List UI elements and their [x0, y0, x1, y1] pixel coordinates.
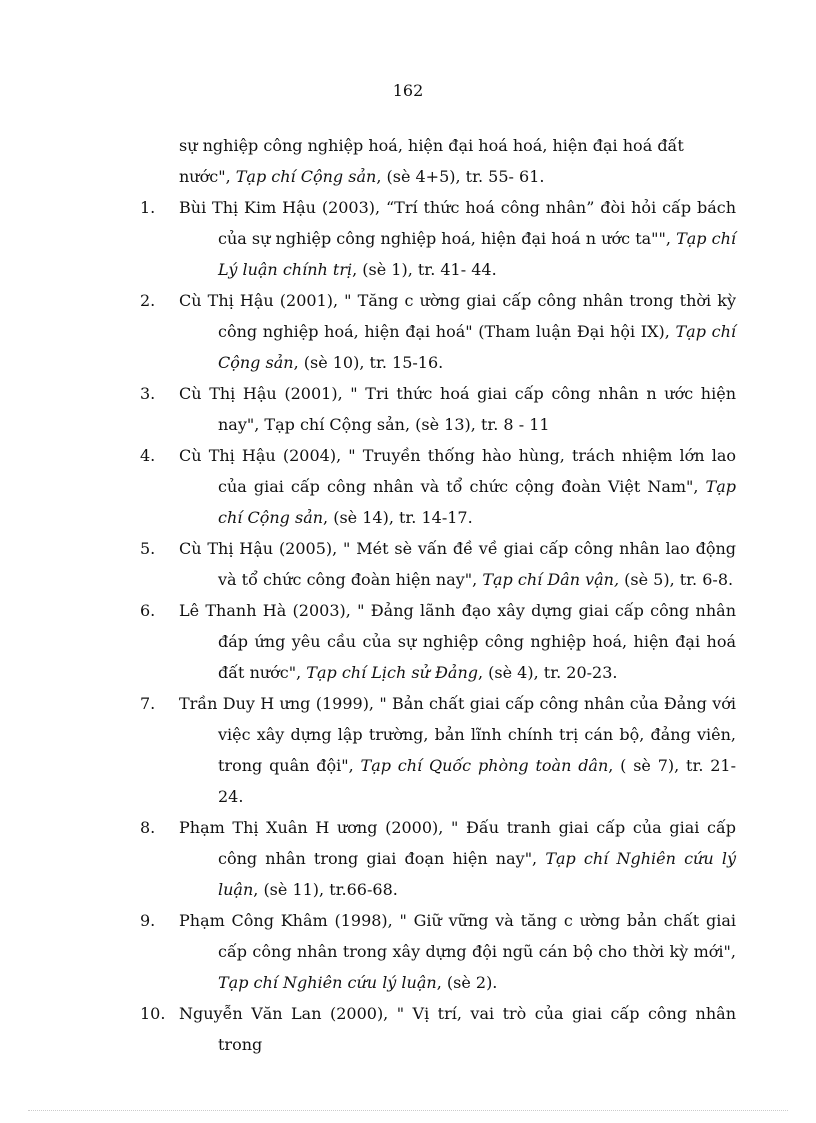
- continued-reference: [140, 130, 736, 192]
- reference-item: 2. Cù Thị Hậu (2001), " Tăng c ường giai cấp công nhân trong thời kỳ công nghiệp hoá, hiện đại hoá" (Tham luận Đại hội IX), Tạp chí Cộng sản, (sè 10), tr. 15-16.: [140, 285, 736, 378]
- continued-line-1: sự nghiệp công nghiệp hoá, hiện đại hoá hoá, hiện đại hoá đất: [179, 136, 684, 155]
- reference-number: 6.: [140, 601, 156, 620]
- page-number: 162: [392, 81, 424, 100]
- reference-item: 5. Cù Thị Hậu (2005), " Mét sè vấn đề về giai cấp công nhân lao động và tổ chức công đoàn hiện nay", Tạp chí Dân vận, (sè 5), tr. 6-8.: [140, 533, 736, 595]
- continued-line-2: nước", Tạp chí Cộng sản, (sè 4+5), tr. 55- 61.: [179, 167, 545, 186]
- reference-number: 1.: [140, 198, 156, 217]
- reference-number: 10.: [140, 1004, 166, 1023]
- reference-item: 9. Phạm Công Khâm (1998), " Giữ vững và tăng c ường bản chất giai cấp công nhân trong xây dựng đội ngũ cán bộ cho thời kỳ mới", Tạp chí Nghiên cứu lý luận, (sè 2).: [140, 905, 736, 998]
- journal-title: Tạp chí Lịch sử Đảng: [306, 663, 478, 682]
- reference-number: 8.: [140, 818, 156, 837]
- reference-number: 4.: [140, 446, 156, 465]
- journal-title: Tạp chí Nghiên cứu lý luận: [218, 849, 736, 899]
- journal-title: Tạp chí Dân vận,: [482, 570, 620, 589]
- reference-number: 2.: [140, 291, 156, 310]
- journal-title: Tạp chí Quốc phòng toàn dân: [360, 756, 609, 775]
- reference-item: 1. Bùi Thị Kim Hậu (2003), “Trí thức hoá công nhân” đòi hỏi cấp bách của sự nghiệp công nghiệp hoá, hiện đại hoá n ước ta"", Tạp chí Lý luận chính trị, (sè 1), tr. 41- 44.: [140, 192, 736, 285]
- footer-dotted-rule: [28, 1110, 788, 1111]
- reference-number: 3.: [140, 384, 156, 403]
- journal-title: Tạp chí Cộng sản: [218, 477, 736, 527]
- journal-title: Tạp chí Nghiên cứu lý luận: [218, 973, 437, 992]
- reference-list: [140, 130, 736, 1060]
- reference-item: 3. Cù Thị Hậu (2001), " Tri thức hoá giai cấp công nhân n ước hiện nay", Tạp chí Cộng sản, (sè 13), tr. 8 - 11: [140, 378, 736, 440]
- reference-number: 9.: [140, 911, 156, 930]
- journal-title: Tạp chí Cộng sản: [218, 322, 737, 372]
- reference-item: 8. Phạm Thị Xuân H ương (2000), " Đấu tranh giai cấp của giai cấp công nhân trong giai đoạn hiện nay", Tạp chí Nghiên cứu lý luận, (sè 11), tr.66-68.: [140, 812, 736, 905]
- reference-item: 6. Lê Thanh Hà (2003), " Đảng lãnh đạo xây dựng giai cấp công nhân đáp ứng yêu cầu của sự nghiệp công nghiệp hoá, hiện đại hoá đất nước", Tạp chí Lịch sử Đảng, (sè 4), tr. 20-23.: [140, 595, 736, 688]
- reference-item: 7. Trần Duy H ưng (1999), " Bản chất giai cấp công nhân của Đảng với việc xây dựng lập trường, bản lĩnh chính trị cán bộ, đảng viên, trong quân đội", Tạp chí Quốc phòng toàn dân, ( sè 7), tr. 21-24.: [140, 688, 736, 812]
- reference-number: 5.: [140, 539, 156, 558]
- journal-title: Tạp chí Lý luận chính trị: [218, 229, 736, 279]
- reference-item: 10. Nguyễn Văn Lan (2000), " Vị trí, vai trò của giai cấp công nhân trong: [140, 998, 736, 1060]
- reference-item: 4. Cù Thị Hậu (2004), " Truyền thống hào hùng, trách nhiệm lớn lao của giai cấp công nhân và tổ chức cộng đoàn Việt Nam", Tạp chí Cộng sản, (sè 14), tr. 14-17.: [140, 440, 736, 533]
- journal-title: Tạp chí Cộng sản: [235, 167, 377, 186]
- reference-number: 7.: [140, 694, 156, 713]
